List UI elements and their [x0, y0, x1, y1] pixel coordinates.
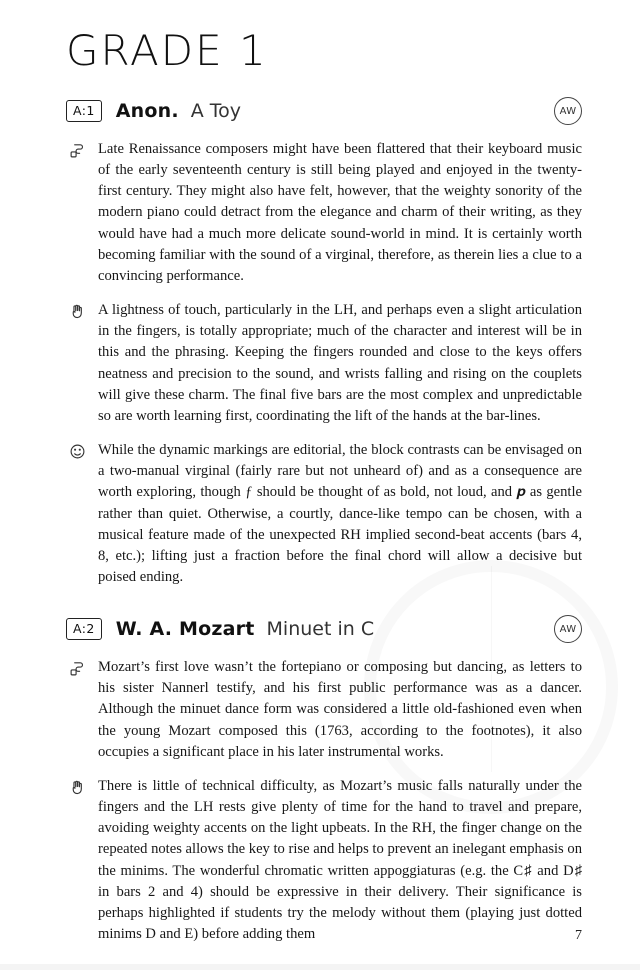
palette-interpretation-icon	[66, 440, 88, 460]
context-note-icon	[66, 139, 88, 159]
piece-entry	[66, 96, 582, 588]
piece-reference-badge: A:2	[66, 618, 102, 641]
composer-name: Anon.	[115, 100, 179, 122]
page-number: 7	[575, 928, 582, 943]
commentary-paragraph	[66, 440, 582, 588]
hand-technique-icon	[66, 776, 88, 796]
work-title: A Toy	[190, 100, 242, 122]
page-title: GRADE 1	[66, 26, 268, 75]
commentary-paragraph	[66, 300, 582, 427]
commentary-paragraph	[66, 776, 582, 945]
author-initials-badge: AW	[554, 97, 582, 125]
page-content	[66, 96, 582, 945]
paragraph-text: Mozart’s first love wasn’t the fortepiano or composing but dancing, as letters to his sister Nannerl testify, and his first public performance was as a dancer. Although the minuet dance form was considered a little old-fashioned even when the young Mozart composed this (1763, according to the footnotes), it also occupies a significant place in his later instrumental works.	[98, 659, 582, 760]
author-initials-badge: AW	[554, 615, 582, 643]
paragraph-text: A lightness of touch, particularly in the LH, and perhaps even a slight articulation in the fingers, is totally appropriate; much of the character and interest will be in this and the phrasing. Keeping the fingers rounded and close to the keys offers neatness and precision to the sound, and wrists falling and rising on the couplets will give these charm. The final five bars are the most complex and unpredictable so are worth learning first, coordinating the lift of the hands at the bar-lines.	[98, 302, 582, 424]
paragraph-text: There is little of technical difficulty, as Mozart’s music falls naturally under the fingers and the LH rests give plenty of time for the hand to travel and prepare, avoiding weighty accents on the light upbeats. In the RH, the finger change on the repeated notes allows the key to rise and helps to prevent an inelegant emphasis on the minims. The wonderful chromatic written appoggiaturas (e.g. the C♯ and D♯ in bars 2 and 4) should be expressive in their delivery. Their significance is perhaps highlighted if students try the melody without them (playing just dotted minims D and E) before adding them	[98, 777, 582, 942]
work-title: Minuet in C	[266, 618, 375, 641]
piece-header	[66, 614, 582, 644]
piece-header	[66, 96, 582, 126]
paragraph-text: Late Renaissance composers might have been flattered that their keyboard music of the early seventeenth century is still being played and enjoyed in the twenty-first century. They might also have felt, however, that the weighty sonority of the modern piano could detract from the elegance and charm of their writing, as they would have had a much more delicate sound-world in mind. It is certainly worth becoming familiar with the sound of a virginal, therefore, as therein lies a clue to a convincing performance.	[98, 141, 582, 284]
commentary-paragraph	[66, 139, 582, 287]
context-note-icon	[66, 657, 88, 677]
piece-entry	[66, 614, 582, 945]
composer-name: W. A. Mozart	[115, 618, 255, 641]
paragraph-text: While the dynamic markings are editorial, the block contrasts can be envisaged on a two-manual virginal (fairly rare but not unheard of) and as a consequence are worth exploring, though ƒ should be thought of as bold, not loud, and 𝒑 as gentle rather than quiet. Otherwise, a courtly, dance-like tempo can be chosen, with a musical feature made of the unexpected RH implied second-beat accents (bars 4, 8, etc.); lifting just a fraction before the final chord will allow a decisive but poised ending.	[98, 442, 582, 585]
hand-technique-icon	[66, 300, 88, 320]
piece-reference-badge: A:1	[66, 100, 102, 123]
commentary-paragraph	[66, 657, 582, 763]
page-bottom-edge	[0, 964, 640, 970]
